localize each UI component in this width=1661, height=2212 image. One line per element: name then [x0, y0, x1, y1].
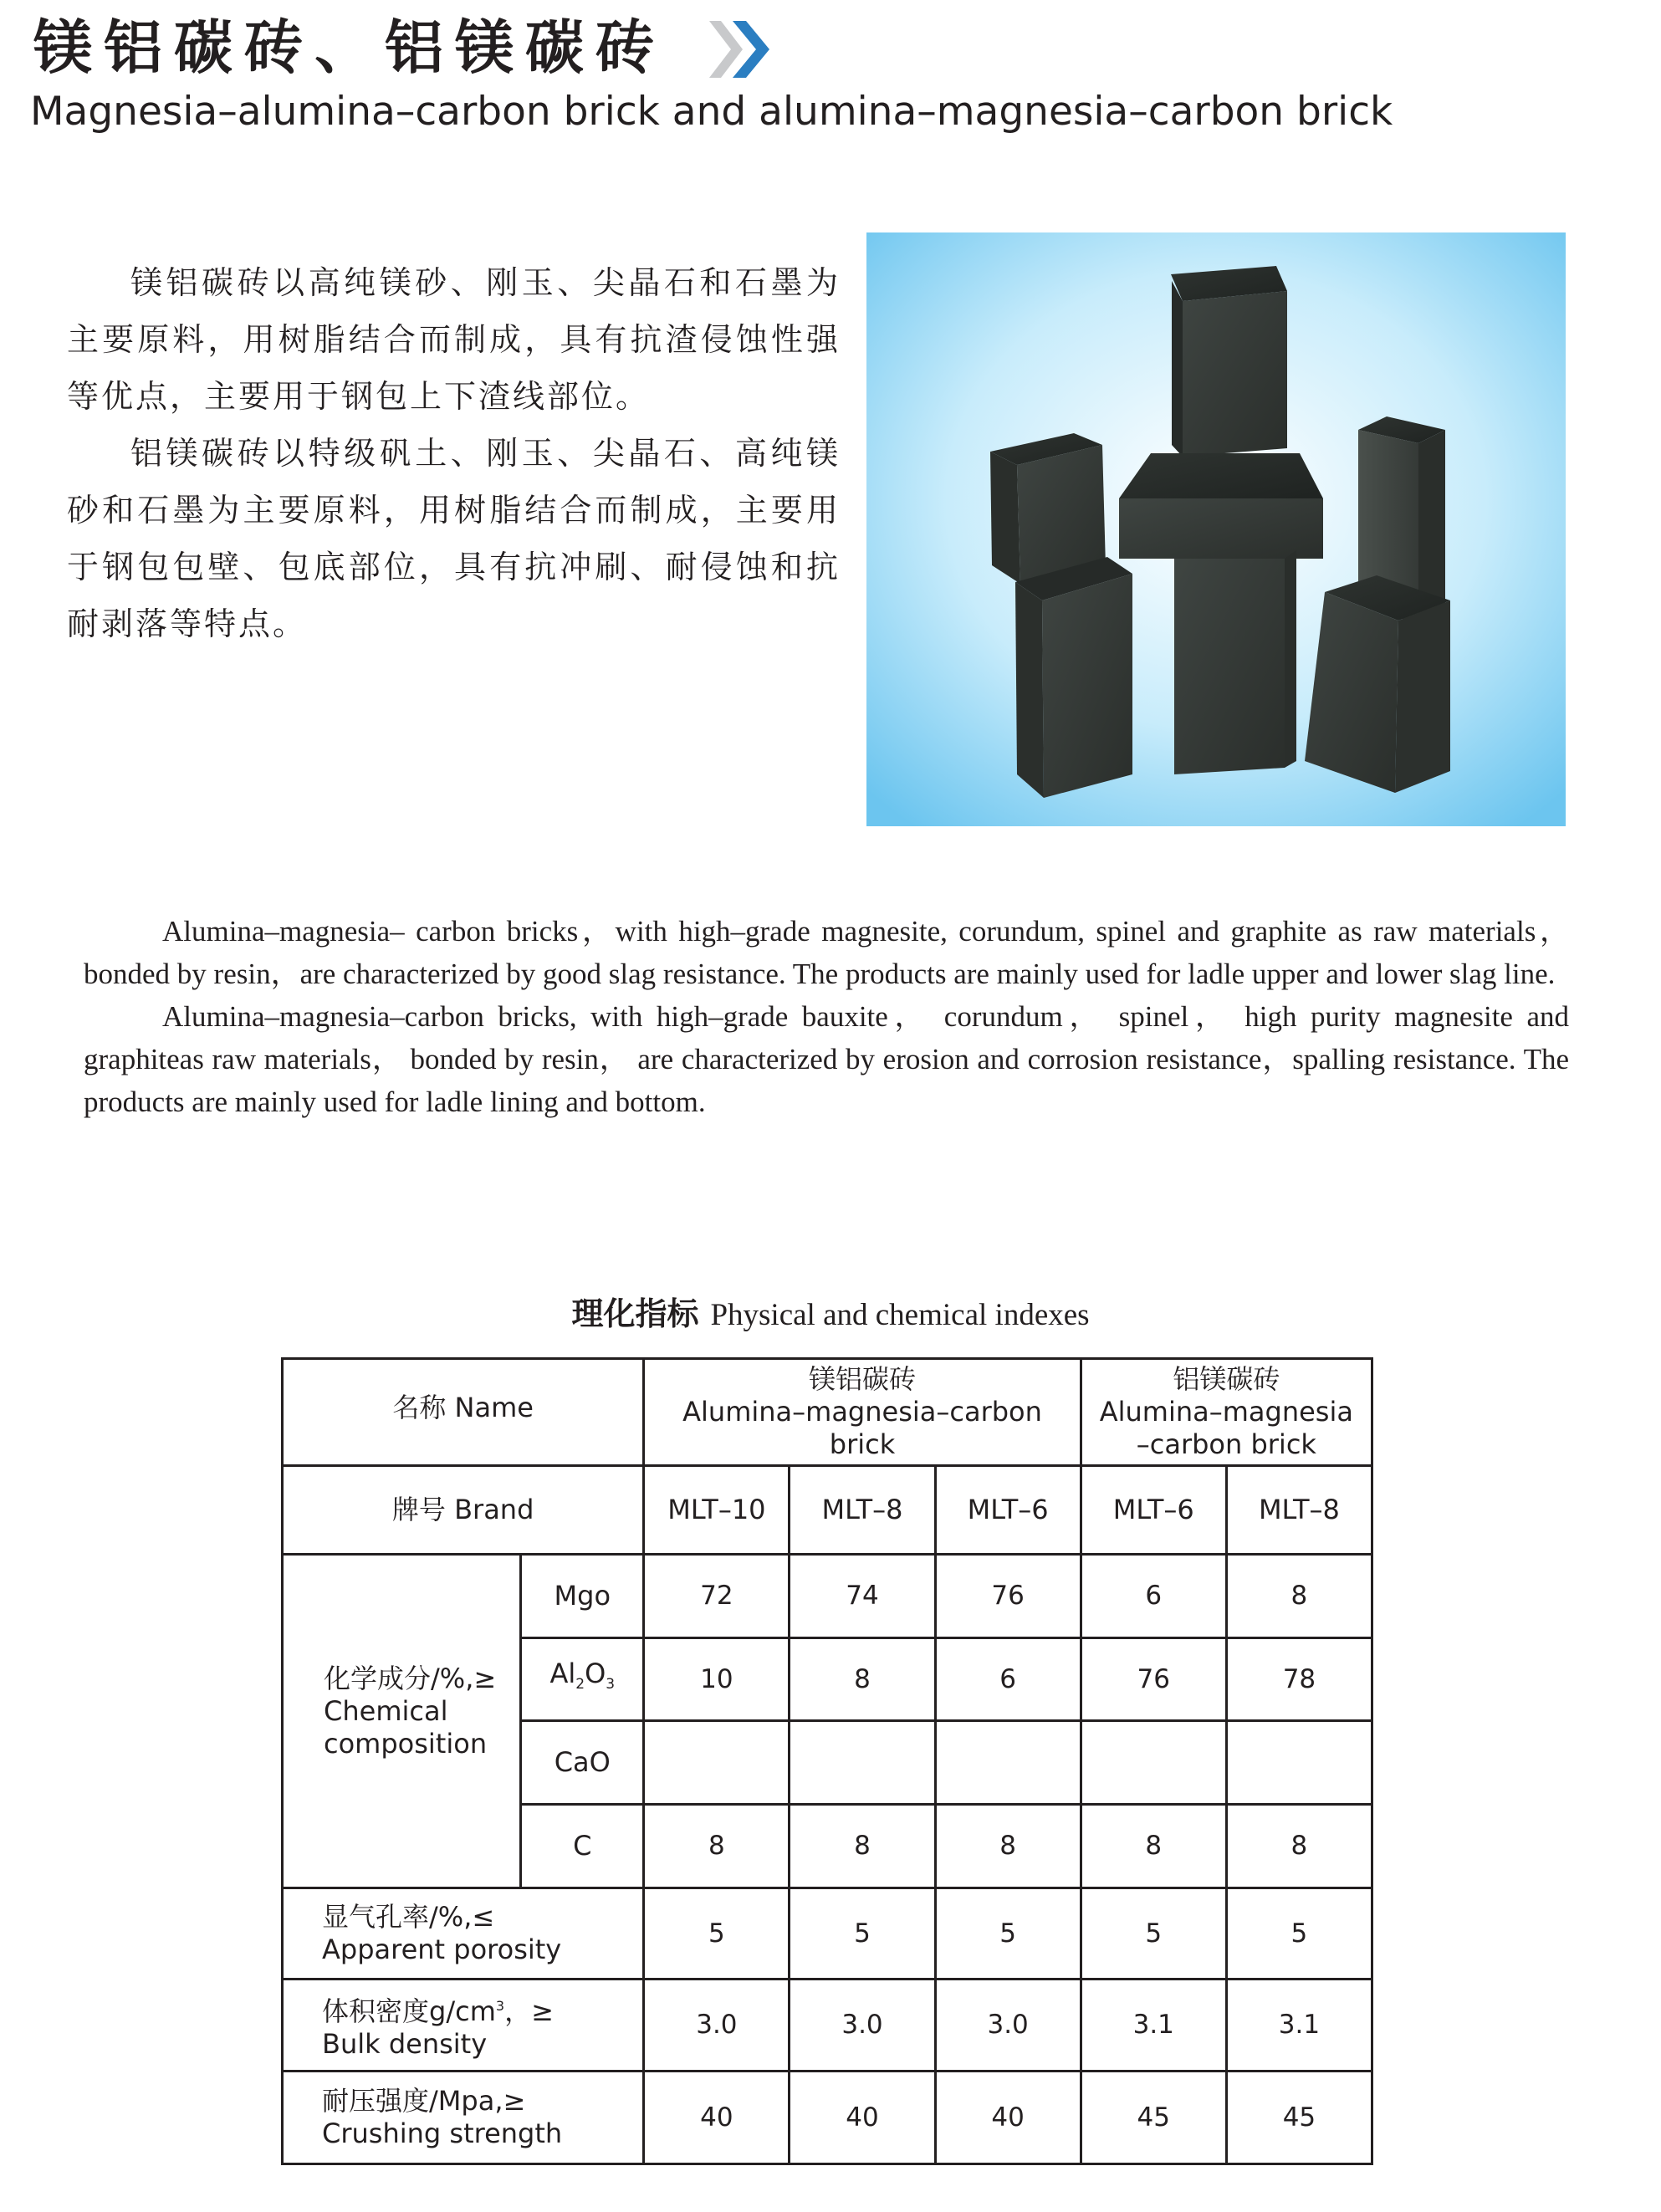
chemical-composition-label — [283, 1555, 521, 1888]
value-cell — [1081, 1721, 1226, 1805]
brick-center-pillar — [1174, 550, 1296, 774]
component-label: $Al_2O_3$ — [521, 1638, 644, 1721]
value-cell: 74 — [790, 1555, 935, 1638]
intro-cn — [67, 254, 841, 652]
value-cell: 5 — [644, 1888, 790, 1980]
brand-header: 牌号 Brand — [283, 1466, 644, 1555]
value-cell: 40 — [644, 2072, 790, 2164]
value-cell: 3.0 — [790, 1980, 935, 2072]
brick-right-lower — [1305, 575, 1450, 793]
porosity-label: 显气孔率/%,≤ Apparent porosity — [283, 1888, 644, 1980]
value-cell: 76 — [1081, 1638, 1226, 1721]
page-title-en: Magnesia–alumina–carbon brick and alumina–magnesia–carbon brick — [30, 89, 1393, 135]
value-cell: 8 — [790, 1805, 935, 1888]
group-header-1 — [644, 1359, 1081, 1466]
value-cell: 72 — [644, 1555, 790, 1638]
value-cell: 3.1 — [1081, 1980, 1226, 2072]
table-row-strength — [283, 2072, 1372, 2164]
value-cell: 5 — [1081, 1888, 1226, 1980]
value-cell: 8 — [935, 1805, 1081, 1888]
group-2-cn: 铝镁碳砖 — [1173, 1363, 1280, 1395]
value-cell: 8 — [790, 1638, 935, 1721]
value-cell: 8 — [1081, 1805, 1226, 1888]
brand-cell: MLT–8 — [790, 1466, 935, 1555]
value-cell: 5 — [790, 1888, 935, 1980]
product-photo — [866, 232, 1566, 826]
value-cell: 5 — [935, 1888, 1081, 1980]
value-cell: 6 — [1081, 1555, 1226, 1638]
strength-label: 耐压强度/Mpa,≥ Crushing strength — [283, 2072, 644, 2164]
chem-label-en-2: composition — [324, 1728, 488, 1760]
intro-en-paragraph-1: Alumina–magnesia– carbon bricks，with high–grade magnesite, corundum, spinel and graphite as raw materials，bonded by resin，are characterized by good slag resistance. The products are mainly used for ladle upper and lower slag line. — [84, 915, 1569, 990]
value-cell — [790, 1721, 935, 1805]
value-cell: 78 — [1226, 1638, 1372, 1721]
value-cell: 45 — [1226, 2072, 1372, 2164]
intro-cn-paragraph-2: 铝镁碳砖以特级矾土、刚玉、尖晶石、高纯镁砂和石墨为主要原料，用树脂结合而制成，主要用于钢包包壁、包底部位，具有抗冲刷、耐侵蚀和抗耐剥落等特点。 — [67, 435, 841, 642]
table-row-brand — [283, 1466, 1372, 1555]
group-header-2 — [1081, 1359, 1372, 1466]
value-cell — [1226, 1721, 1372, 1805]
brand-cell: MLT–6 — [935, 1466, 1081, 1555]
component-label: Mgo — [521, 1555, 644, 1638]
table-caption — [0, 1293, 1661, 1336]
group-1-en: Alumina–magnesia–carbon brick — [682, 1396, 1042, 1460]
value-cell — [644, 1721, 790, 1805]
brand-cell: MLT–10 — [644, 1466, 790, 1555]
value-cell: 8 — [1226, 1805, 1372, 1888]
value-cell: 40 — [935, 2072, 1081, 2164]
spec-table — [281, 1357, 1373, 2165]
table-row-density — [283, 1980, 1372, 2072]
page-title-cn: 镁铝碳砖、铝镁碳砖 — [33, 17, 666, 81]
brand-cell: MLT–8 — [1226, 1466, 1372, 1555]
component-label: CaO — [521, 1721, 644, 1805]
table-caption-en: Physical and chemical indexes — [710, 1298, 1090, 1332]
value-cell: 5 — [1226, 1888, 1372, 1980]
brick-center-tall — [1171, 266, 1287, 457]
brand-cell: MLT–6 — [1081, 1466, 1226, 1555]
value-cell: 8 — [1226, 1555, 1372, 1638]
group-2-en-1: Alumina–magnesia — [1099, 1396, 1353, 1428]
value-cell: 40 — [790, 2072, 935, 2164]
value-cell: 45 — [1081, 2072, 1226, 2164]
value-cell: 3.1 — [1226, 1980, 1372, 2072]
brick-center-horizontal — [1119, 453, 1323, 559]
value-cell: 3.0 — [935, 1980, 1081, 2072]
intro-en — [84, 910, 1569, 1123]
double-chevron-right-icon — [709, 18, 776, 80]
value-cell: 76 — [935, 1555, 1081, 1638]
group-1-cn: 镁铝碳砖 — [809, 1363, 917, 1395]
table-row-porosity — [283, 1888, 1372, 1980]
group-2-en-2: –carbon brick — [1136, 1428, 1316, 1460]
value-cell: 3.0 — [644, 1980, 790, 2072]
chem-label-en-1: Chemical — [324, 1695, 448, 1727]
component-label: C — [521, 1805, 644, 1888]
name-header: 名称 Name — [283, 1359, 644, 1466]
value-cell — [935, 1721, 1081, 1805]
table-caption-cn: 理化指标 — [571, 1295, 699, 1332]
density-label: 体积密度$g/cm^3$，≥ Bulk density — [283, 1980, 644, 2072]
value-cell: 10 — [644, 1638, 790, 1721]
brick-left-upper — [990, 433, 1106, 584]
brick-left-lower — [1015, 557, 1132, 798]
table-row-name — [283, 1359, 1372, 1466]
intro-en-paragraph-2: Alumina–magnesia–carbon bricks, with high–grade bauxite， corundum， spinel， high purity magnesite and graphiteas raw materials， bonded by resin， are characterized by erosion and corrosion resistance，spalling resistance. The products are mainly used for ladle lining and bottom. — [84, 1000, 1569, 1118]
value-cell: 8 — [644, 1805, 790, 1888]
value-cell: 6 — [935, 1638, 1081, 1721]
intro-cn-paragraph-1: 镁铝碳砖以高纯镁砂、刚玉、尖晶石和石墨为主要原料，用树脂结合而制成，具有抗渣侵蚀性强等优点，主要用于钢包上下渣线部位。 — [67, 264, 841, 415]
chem-label-cn: 化学成分/%,≥ — [324, 1663, 497, 1694]
table-row-mgo — [283, 1555, 1372, 1638]
